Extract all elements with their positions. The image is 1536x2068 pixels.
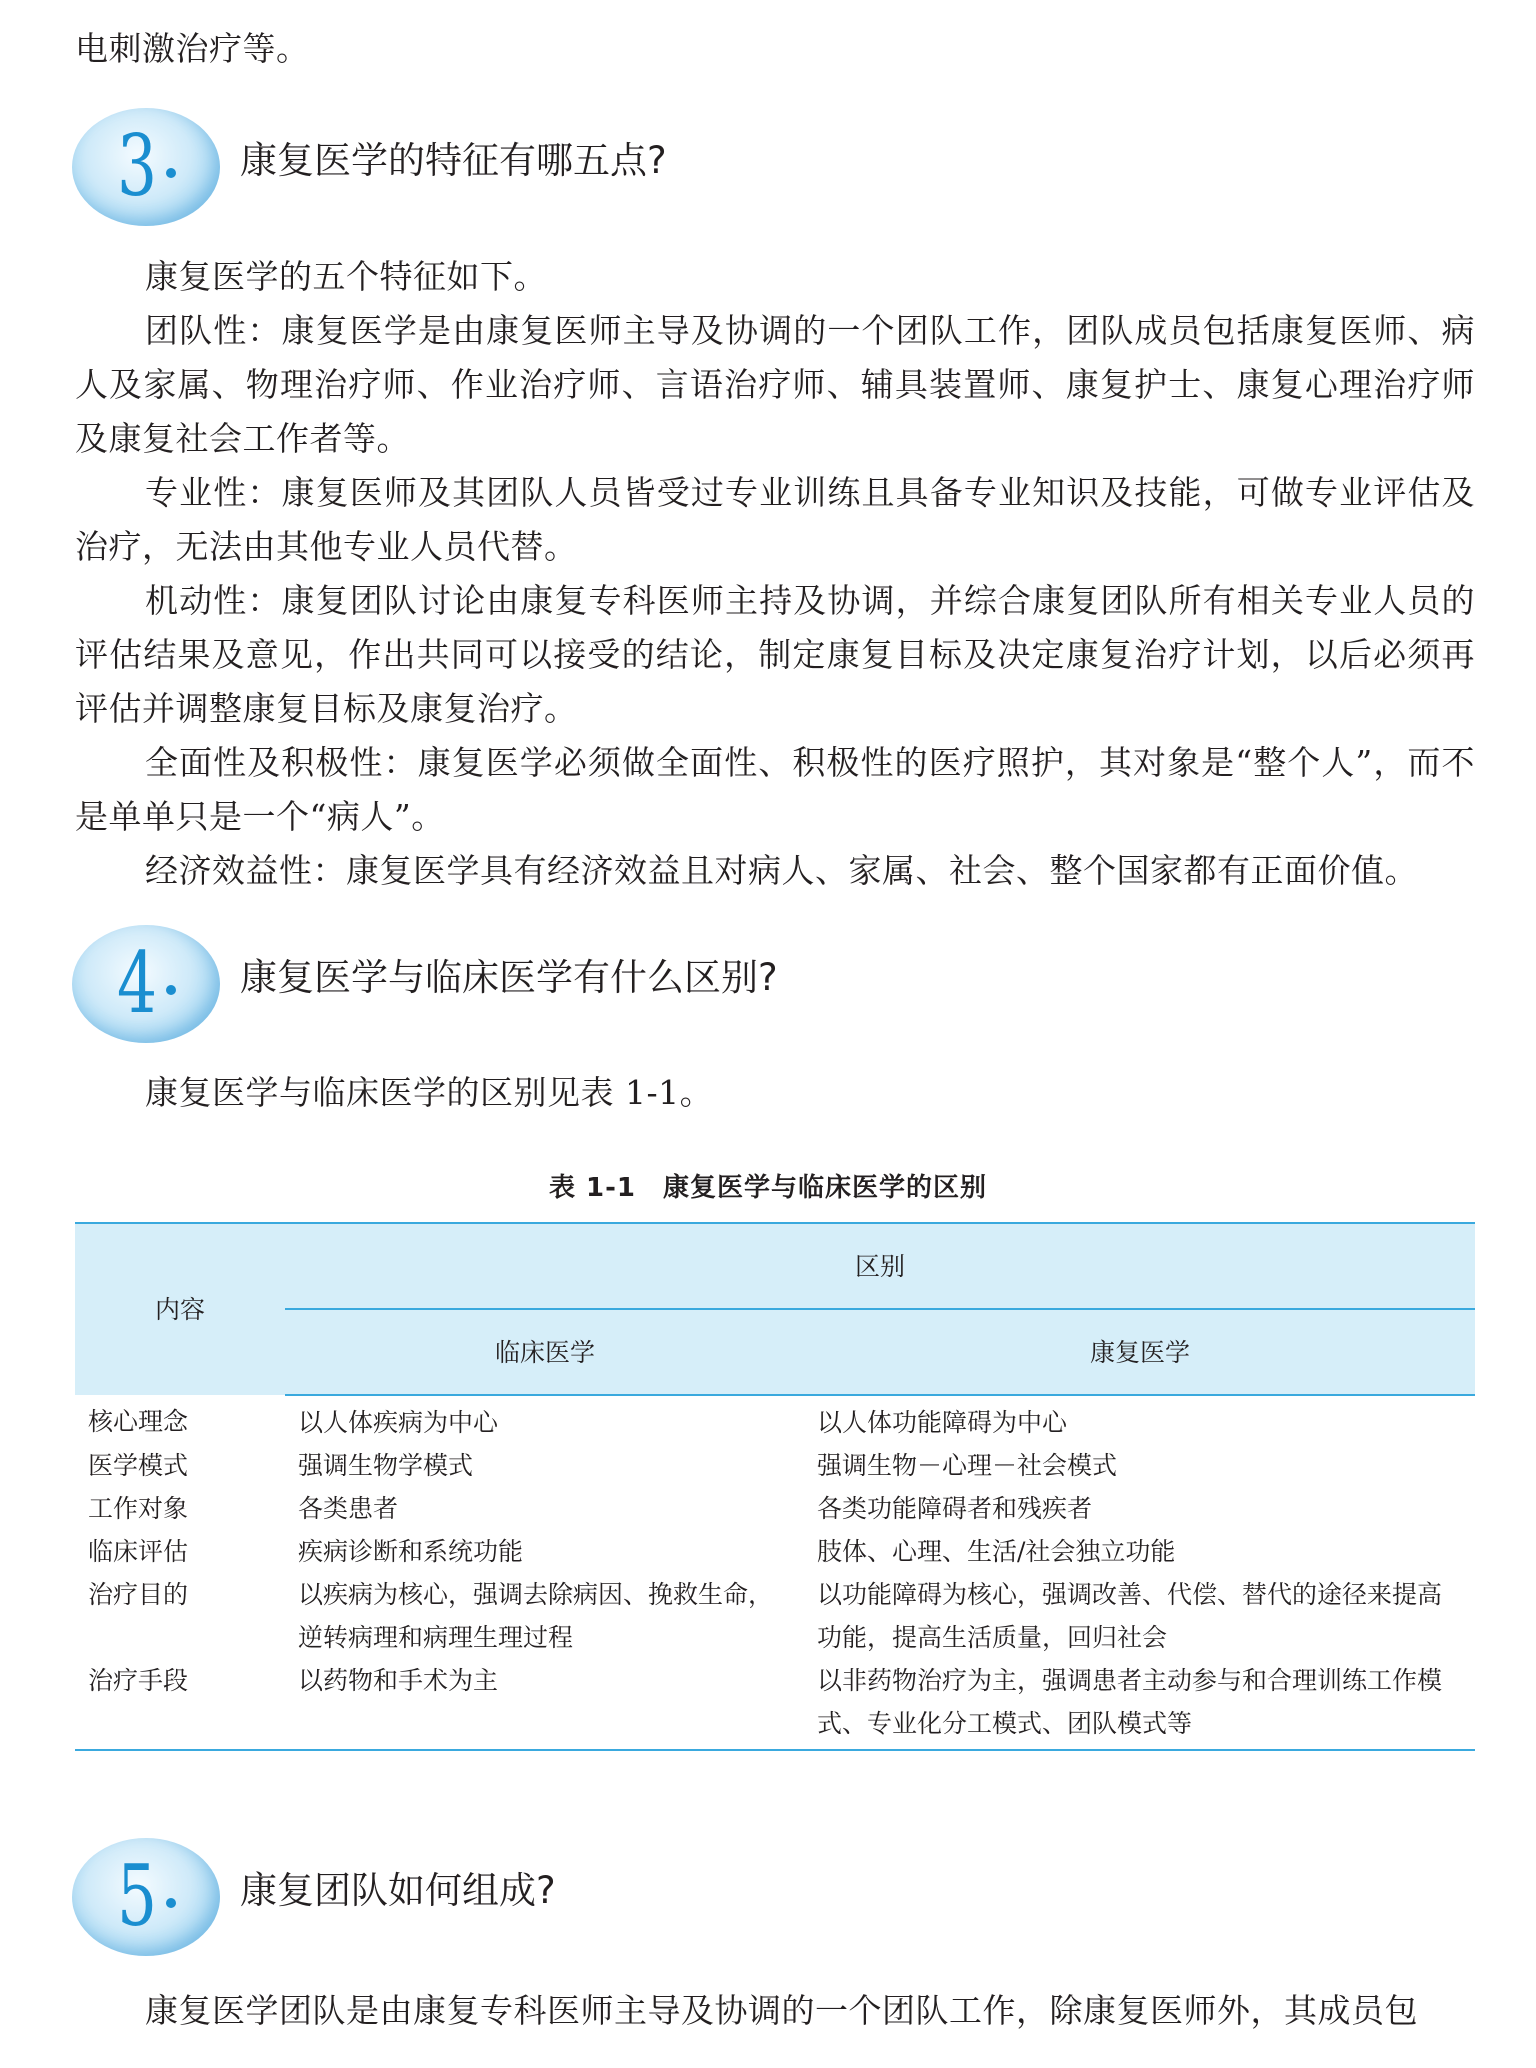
badge-dot (166, 985, 176, 995)
section-5-heading (72, 1838, 1372, 1956)
section-number-badge-icon (72, 108, 220, 226)
row-clinical: 以疾病为核心，强调去除病因、挽救生命，逆转病理和病理生理过程 (298, 1580, 774, 1652)
paragraph: 经济效益性：康复医学具有经济效益且对病人、家属、社会、整个国家都有正面价值。 (145, 851, 1418, 890)
header-clinical: 临床医学 (285, 1309, 805, 1395)
table-caption: 表 1-1 康复医学与临床医学的区别 (548, 1173, 988, 1203)
table-row (75, 1573, 1475, 1659)
badge-dot (166, 1898, 176, 1908)
section-3-heading (72, 108, 1372, 226)
table-row (75, 1487, 1475, 1530)
paragraph: 团队性：康复医学是由康复医师主导及协调的一个团队工作，团队成员包括康复医师、病人及家属、物理治疗师、作业治疗师、言语治疗师、辅具装置师、康复护士、康复心理治疗师及康复社会工作者等。 (75, 311, 1475, 458)
header-group: 区别 (285, 1223, 1475, 1309)
comparison-table (75, 1222, 1475, 1751)
row-key: 核心理念 (88, 1407, 189, 1436)
paragraph: 康复医学与临床医学的区别见表 1-1。 (145, 1073, 714, 1112)
row-key: 工作对象 (88, 1494, 189, 1523)
paragraph: 康复医学的五个特征如下。 (145, 257, 547, 296)
row-rehab: 肢体、心理、生活/社会独立功能 (817, 1537, 1176, 1566)
row-clinical: 疾病诊断和系统功能 (298, 1537, 524, 1566)
paragraph: 全面性及积极性：康复医学必须做全面性、积极性的医疗照护，其对象是“整个人”，而不是单单只是一个“病人”。 (75, 743, 1475, 836)
intro-tail-text: 电刺激治疗等。 (75, 29, 310, 68)
row-key: 治疗目的 (88, 1580, 189, 1609)
row-clinical: 以药物和手术为主 (285, 1659, 805, 1750)
section-title: 康复医学的特征有哪五点? (240, 139, 667, 182)
table-row (75, 1530, 1475, 1573)
table-row (75, 1444, 1475, 1487)
row-clinical: 各类患者 (298, 1494, 399, 1523)
row-key: 医学模式 (88, 1451, 189, 1480)
section-number: 4 (116, 934, 158, 1032)
section-4-heading (72, 925, 1372, 1043)
section-number: 5 (116, 1847, 158, 1945)
row-key: 临床评估 (88, 1537, 189, 1566)
section-number-badge-icon (72, 1838, 220, 1956)
section-number: 3 (116, 117, 158, 215)
row-rehab: 以人体功能障碍为中心 (817, 1408, 1068, 1437)
badge-dot (166, 168, 176, 178)
section-title: 康复医学与临床医学有什么区别? (240, 956, 778, 999)
table-row (75, 1395, 1475, 1444)
section-title: 康复团队如何组成? (240, 1869, 556, 1912)
header-rehab: 康复医学 (805, 1309, 1475, 1395)
row-clinical: 强调生物学模式 (298, 1451, 474, 1480)
row-key: 治疗手段 (75, 1659, 285, 1750)
row-rehab: 强调生物－心理－社会模式 (817, 1451, 1118, 1480)
table-row (75, 1659, 1475, 1750)
header-content: 内容 (75, 1223, 285, 1395)
row-rehab: 各类功能障碍者和残疾者 (817, 1494, 1093, 1523)
paragraph: 机动性：康复团队讨论由康复专科医师主持及协调，并综合康复团队所有相关专业人员的评估结果及意见，作出共同可以接受的结论，制定康复目标及决定康复治疗计划，以后必须再评估并调整康复目标及康复治疗。 (75, 581, 1475, 728)
row-rehab: 以非药物治疗为主，强调患者主动参与和合理训练工作模式、专业化分工模式、团队模式等 (805, 1659, 1475, 1750)
section-number-badge-icon (72, 925, 220, 1043)
paragraph: 康复医学团队是由康复专科医师主导及协调的一个团队工作，除康复医师外，其成员包 (145, 1991, 1418, 2030)
paragraph: 专业性：康复医师及其团队人员皆受过专业训练且具备专业知识及技能，可做专业评估及治疗，无法由其他专业人员代替。 (75, 473, 1475, 566)
row-clinical: 以人体疾病为中心 (298, 1408, 499, 1437)
row-rehab: 以功能障碍为核心，强调改善、代偿、替代的途径来提高功能，提高生活质量，回归社会 (817, 1580, 1443, 1652)
